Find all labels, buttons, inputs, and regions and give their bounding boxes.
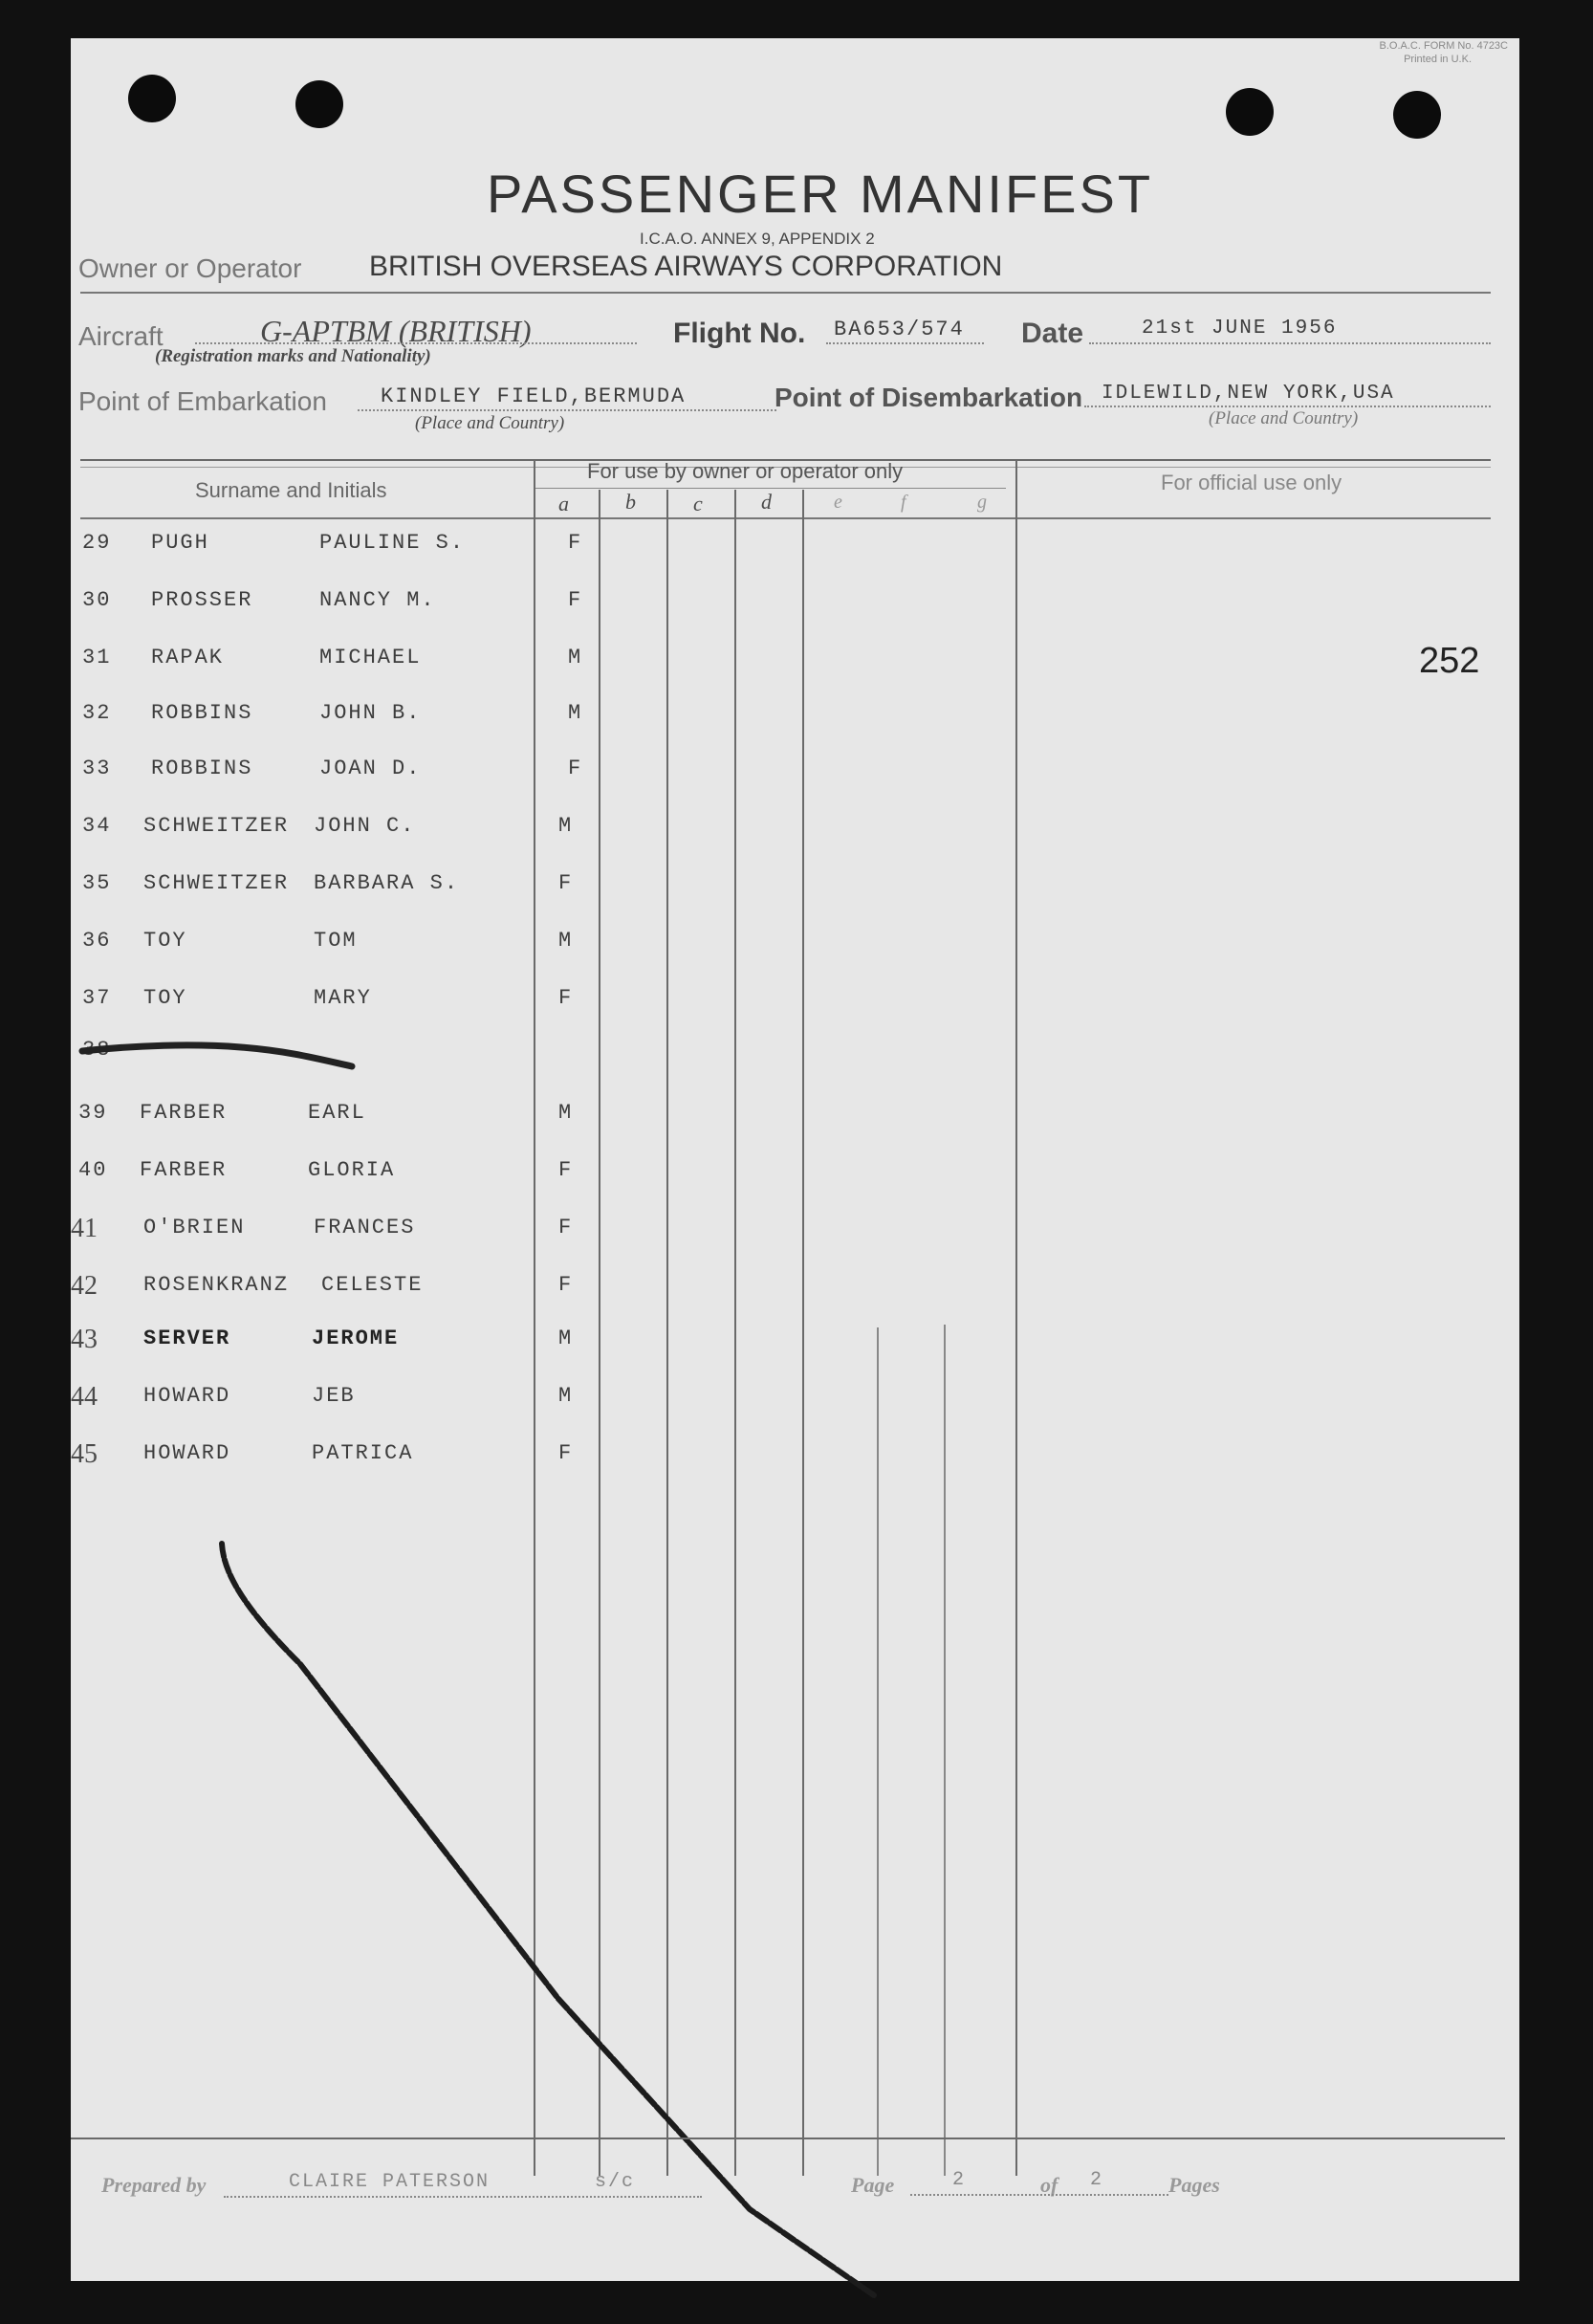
aircraft-note: (Registration marks and Nationality) <box>155 346 431 366</box>
aircraft-label: Aircraft <box>78 321 164 351</box>
passenger-sex: F <box>558 871 574 895</box>
column-header-g: g <box>977 492 987 513</box>
flight-line <box>826 342 984 344</box>
column-header-d: d <box>761 490 772 514</box>
row-number: 43 <box>71 1325 98 1354</box>
passenger-given-name: MICHAEL <box>319 646 422 669</box>
date-value: 21st JUNE 1956 <box>1142 318 1338 340</box>
document-title: PASSENGER MANIFEST <box>487 164 1154 224</box>
row-number: 34 <box>82 814 112 838</box>
punch-hole <box>295 80 343 128</box>
passenger-given-name: MARY <box>314 986 372 1010</box>
embark-note: (Place and Country) <box>415 413 565 433</box>
page-label: Page <box>851 2173 895 2197</box>
embark-value: KINDLEY FIELD,BERMUDA <box>381 384 687 408</box>
disembark-note: (Place and Country) <box>1209 408 1359 428</box>
row-number: 44 <box>71 1382 98 1412</box>
table-row <box>71 521 1017 579</box>
row-number: 41 <box>71 1214 98 1243</box>
column-header-b: b <box>625 490 636 514</box>
column-header-e: e <box>834 492 842 513</box>
column-header-f: f <box>901 492 906 513</box>
footer-rule <box>71 2138 1505 2139</box>
passenger-given-name: JOHN C. <box>314 814 416 838</box>
passenger-sex: F <box>558 1441 574 1465</box>
pages-label: Pages <box>1168 2173 1220 2197</box>
passenger-sex: F <box>558 986 574 1010</box>
column-header-a: a <box>558 492 569 515</box>
punch-hole <box>1393 91 1441 139</box>
table-row <box>71 693 1017 751</box>
passenger-given-name: JOHN B. <box>319 701 422 725</box>
passenger-surname: HOWARD <box>143 1384 231 1408</box>
prepared-suffix: s/c <box>595 2171 636 2193</box>
row-number: 32 <box>82 701 112 725</box>
passenger-surname: TOY <box>143 986 187 1010</box>
passenger-given-name: JEROME <box>312 1326 400 1350</box>
passenger-list <box>71 521 1017 1573</box>
passenger-surname: HOWARD <box>143 1441 231 1465</box>
table-row <box>71 923 1017 980</box>
flight-label: Flight No. <box>673 318 806 349</box>
printed-note: Printed in U.K. <box>1404 54 1472 65</box>
table-row <box>71 1038 1017 1095</box>
row-number: 33 <box>82 756 112 780</box>
passenger-surname: SCHWEITZER <box>143 814 290 838</box>
document-subtitle: I.C.A.O. ANNEX 9, APPENDIX 2 <box>640 230 875 248</box>
table-row <box>71 1152 1017 1210</box>
passenger-sex: M <box>558 1326 574 1350</box>
passenger-surname: SERVER <box>143 1326 231 1350</box>
passenger-surname: FARBER <box>140 1101 228 1125</box>
prepared-value: CLAIRE PATERSON <box>289 2171 491 2193</box>
strikethrough-mark <box>78 1038 356 1076</box>
passenger-given-name: NANCY M. <box>319 588 436 612</box>
row-number: 31 <box>82 646 112 669</box>
owner-value: BRITISH OVERSEAS AIRWAYS CORPORATION <box>369 251 1003 282</box>
disembark-value: IDLEWILD,NEW YORK,USA <box>1102 383 1395 405</box>
passenger-surname: RAPAK <box>151 646 225 669</box>
embark-line <box>358 409 776 411</box>
form-number: B.O.A.C. FORM No. 4723C <box>1379 40 1508 52</box>
of-label: of <box>1040 2173 1058 2197</box>
passenger-given-name: CELESTE <box>321 1273 424 1297</box>
table-row <box>71 1210 1017 1267</box>
manifest-sheet <box>71 38 1519 2281</box>
passenger-sex: F <box>568 588 583 612</box>
table-row <box>71 636 1017 693</box>
operator-column-header: For use by owner or operator only <box>587 459 904 483</box>
passenger-given-name: PATRICA <box>312 1441 414 1465</box>
passenger-given-name: EARL <box>308 1101 366 1125</box>
passenger-given-name: JOAN D. <box>319 756 422 780</box>
official-column-header: For official use only <box>1161 471 1342 494</box>
date-line <box>1089 342 1491 344</box>
official-number: 252 <box>1419 641 1480 681</box>
prepared-line <box>224 2196 702 2198</box>
passenger-surname: ROBBINS <box>151 756 253 780</box>
table-row <box>71 1095 1017 1152</box>
passenger-given-name: TOM <box>314 929 358 953</box>
table-row <box>71 1382 1017 1439</box>
aircraft-line <box>195 342 637 344</box>
of-value: 2 <box>1090 2169 1104 2191</box>
operator-header-rule <box>535 488 1006 489</box>
table-row <box>71 1325 1017 1382</box>
row-number: 30 <box>82 588 112 612</box>
passenger-sex: F <box>558 1273 574 1297</box>
aircraft-value: G-APTBM (BRITISH) <box>260 314 532 348</box>
passenger-surname: FARBER <box>140 1158 228 1182</box>
column-header-c: c <box>693 492 703 515</box>
embark-label: Point of Embarkation <box>78 386 327 416</box>
passenger-sex: F <box>558 1158 574 1182</box>
row-number: 37 <box>82 986 112 1010</box>
punch-hole <box>128 75 176 122</box>
passenger-given-name: FRANCES <box>314 1216 416 1239</box>
passenger-surname: ROSENKRANZ <box>143 1273 290 1297</box>
passenger-given-name: PAULINE S. <box>319 531 466 555</box>
table-row <box>71 808 1017 866</box>
table-row <box>71 1439 1017 1497</box>
row-number: 45 <box>71 1439 98 1469</box>
page-value: 2 <box>952 2169 967 2191</box>
passenger-surname: TOY <box>143 929 187 953</box>
passenger-sex: M <box>568 646 583 669</box>
disembark-label: Point of Disembarkation <box>775 383 1083 412</box>
page-line <box>910 2194 1168 2196</box>
passenger-given-name: GLORIA <box>308 1158 396 1182</box>
passenger-sex: F <box>568 531 583 555</box>
row-number: 42 <box>71 1271 98 1301</box>
passenger-sex: M <box>558 929 574 953</box>
table-row <box>71 1267 1017 1325</box>
table-row <box>71 866 1017 923</box>
passenger-sex: F <box>558 1216 574 1239</box>
owner-rule <box>80 292 1491 294</box>
passenger-given-name: BARBARA S. <box>314 871 460 895</box>
row-number: 39 <box>78 1101 108 1125</box>
column-header-rule <box>80 517 1491 519</box>
row-number: 38 <box>82 1038 112 1062</box>
row-number: 35 <box>82 871 112 895</box>
prepared-label: Prepared by <box>101 2173 207 2197</box>
table-row <box>71 751 1017 808</box>
flight-value: BA653/574 <box>834 318 965 341</box>
passenger-sex: M <box>558 1101 574 1125</box>
table-row <box>71 980 1017 1038</box>
disembark-line <box>1084 406 1491 407</box>
passenger-sex: M <box>558 814 574 838</box>
date-label: Date <box>1021 318 1084 349</box>
punch-hole <box>1226 88 1274 136</box>
passenger-sex: M <box>558 1384 574 1408</box>
row-number: 36 <box>82 929 112 953</box>
passenger-surname: SCHWEITZER <box>143 871 290 895</box>
table-row <box>71 579 1017 636</box>
row-number: 29 <box>82 531 112 555</box>
passenger-surname: ROBBINS <box>151 701 253 725</box>
passenger-surname: O'BRIEN <box>143 1216 246 1239</box>
passenger-sex: F <box>568 756 583 780</box>
passenger-surname: PUGH <box>151 531 209 555</box>
row-number: 40 <box>78 1158 108 1182</box>
name-column-header: Surname and Initials <box>195 478 387 502</box>
passenger-surname: PROSSER <box>151 588 253 612</box>
passenger-sex: M <box>568 701 583 725</box>
passenger-given-name: JEB <box>312 1384 356 1408</box>
owner-label: Owner or Operator <box>78 253 302 283</box>
